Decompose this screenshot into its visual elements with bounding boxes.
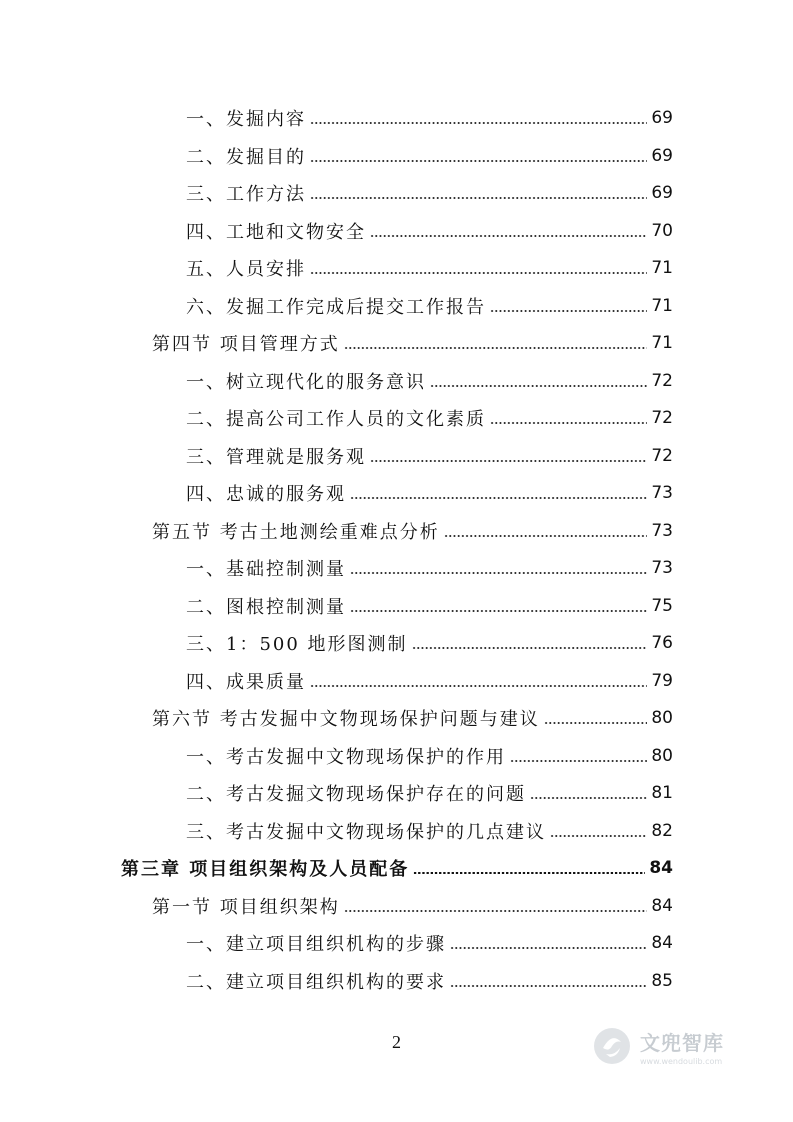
- toc-dot-leader: [450, 947, 647, 949]
- toc-entry-page: 70: [651, 220, 673, 241]
- toc-dot-leader: [310, 160, 647, 162]
- toc-entry-page: 69: [651, 145, 673, 166]
- toc-entry-label: 六、发掘工作完成后提交工作报告: [186, 296, 486, 318]
- toc-entry[interactable]: [186, 813, 673, 849]
- toc-entry-page: 81: [651, 783, 673, 803]
- toc-entry-page: 72: [651, 370, 673, 391]
- toc-entry-label: 三、考古发掘中文物现场保护的几点建议: [186, 821, 546, 843]
- toc-entry-page: 84: [651, 895, 673, 916]
- toc-dot-leader: [310, 685, 647, 687]
- toc-entry-page: 73: [651, 558, 673, 578]
- toc-entry[interactable]: [186, 775, 673, 811]
- toc-dot-leader: [430, 385, 647, 387]
- toc-entry-page: 79: [651, 670, 673, 691]
- toc-entry-label: 三、管理就是服务观: [186, 446, 366, 468]
- toc-entry[interactable]: [186, 213, 673, 249]
- toc-entry-label: 一、发掘内容: [186, 109, 306, 130]
- toc-entry[interactable]: [121, 850, 673, 886]
- watermark-title: 文兜智库: [640, 1030, 724, 1055]
- toc-entry[interactable]: [186, 438, 673, 474]
- toc-dot-leader: [444, 535, 648, 537]
- toc-entry-page: 85: [651, 970, 673, 991]
- toc-entry[interactable]: [186, 625, 673, 661]
- toc-dot-leader: [490, 310, 647, 312]
- toc-dot-leader: [544, 722, 648, 724]
- toc-entry[interactable]: [186, 288, 673, 324]
- toc-entry-label: 四、成果质量: [186, 671, 306, 693]
- toc-entry-label: 第三章 项目组织架构及人员配备: [121, 859, 410, 880]
- toc-dot-leader: [310, 272, 647, 274]
- toc-entry-label: 一、基础控制测量: [186, 559, 346, 580]
- toc-entry[interactable]: [186, 400, 673, 436]
- toc-entry[interactable]: [152, 888, 673, 924]
- toc-entry-label: 一、建立项目组织机构的步骤: [186, 934, 446, 955]
- toc-entry-page: 80: [651, 708, 673, 728]
- toc-entry-page: 72: [651, 445, 673, 466]
- toc-dot-leader: [344, 347, 648, 349]
- toc-entry[interactable]: [186, 963, 673, 999]
- toc-entry[interactable]: [186, 738, 673, 774]
- toc-entry[interactable]: [186, 363, 673, 399]
- toc-entry-page: 76: [651, 633, 673, 653]
- toc-dot-leader: [344, 910, 648, 912]
- toc-entry-page: 73: [651, 520, 673, 541]
- page-number: 2: [392, 1032, 401, 1052]
- toc-dot-leader: [413, 872, 645, 874]
- toc-entry-label: 一、考古发掘中文物现场保护的作用: [186, 746, 506, 768]
- toc-dot-leader: [350, 572, 647, 574]
- wendou-logo-icon: [592, 1026, 632, 1066]
- toc-entry-label: 二、提高公司工作人员的文化素质: [186, 409, 486, 430]
- toc-entry[interactable]: [186, 925, 673, 961]
- toc-entry-page: 69: [651, 183, 673, 203]
- toc-entry[interactable]: [186, 175, 673, 211]
- toc-dot-leader: [310, 122, 647, 124]
- toc-entry[interactable]: [152, 700, 673, 736]
- toc-entry[interactable]: [186, 138, 673, 174]
- toc-entry[interactable]: [186, 250, 673, 286]
- watermark-url: www.wendoulib.com: [640, 1056, 723, 1066]
- toc-entry-label: 四、忠诚的服务观: [186, 484, 346, 505]
- toc-entry-label: 五、人员安排: [186, 259, 306, 280]
- toc-entry-page: 69: [651, 108, 673, 128]
- toc-entry[interactable]: [186, 550, 673, 586]
- toc-entry-page: 80: [651, 745, 673, 766]
- toc-entry-page: 71: [651, 258, 673, 278]
- toc-entry-page: 72: [651, 408, 673, 428]
- toc-entry[interactable]: [186, 100, 673, 136]
- toc-entry[interactable]: [186, 588, 673, 624]
- toc-entry[interactable]: [152, 513, 673, 549]
- toc-entry[interactable]: [152, 325, 673, 361]
- toc-dot-leader: [450, 985, 647, 987]
- toc-entry-page: 71: [651, 295, 673, 316]
- toc-entry[interactable]: [186, 475, 673, 511]
- toc-entry-page: 84: [651, 933, 673, 953]
- toc-entry-label: 第一节 项目组织架构: [152, 896, 340, 918]
- toc-entry-page: 71: [651, 333, 673, 353]
- toc-entry-label: 三、1：500 地形图测制: [186, 634, 408, 655]
- toc-entry-page: 84: [649, 858, 673, 878]
- toc-dot-leader: [350, 497, 647, 499]
- toc-entry-page: 73: [651, 483, 673, 503]
- toc-entry-label: 四、工地和文物安全: [186, 221, 366, 243]
- toc-entry-page: 75: [651, 595, 673, 616]
- toc-dot-leader: [490, 422, 647, 424]
- toc-entry-label: 第五节 考古土地测绘重难点分析: [152, 521, 440, 543]
- toc-entry-label: 一、树立现代化的服务意识: [186, 371, 426, 393]
- toc-entry-label: 二、考古发掘文物现场保护存在的问题: [186, 784, 526, 805]
- toc-dot-leader: [370, 235, 647, 237]
- toc-entry-label: 二、建立项目组织机构的要求: [186, 971, 446, 993]
- toc-dot-leader: [310, 197, 647, 199]
- toc-dot-leader: [350, 610, 647, 612]
- toc-dot-leader: [412, 647, 648, 649]
- toc-entry-label: 第六节 考古发掘中文物现场保护问题与建议: [152, 709, 540, 730]
- toc-entry-label: 三、工作方法: [186, 184, 306, 205]
- toc-entry[interactable]: [186, 663, 673, 699]
- toc-entry-page: 82: [651, 820, 673, 841]
- toc-entry-label: 二、图根控制测量: [186, 596, 346, 618]
- toc-dot-leader: [370, 460, 647, 462]
- toc-dot-leader: [550, 835, 647, 837]
- watermark: [592, 1018, 762, 1074]
- toc-dot-leader: [510, 760, 647, 762]
- toc-entry-label: 第四节 项目管理方式: [152, 334, 340, 355]
- toc-entry-label: 二、发掘目的: [186, 146, 306, 168]
- toc-dot-leader: [530, 797, 647, 799]
